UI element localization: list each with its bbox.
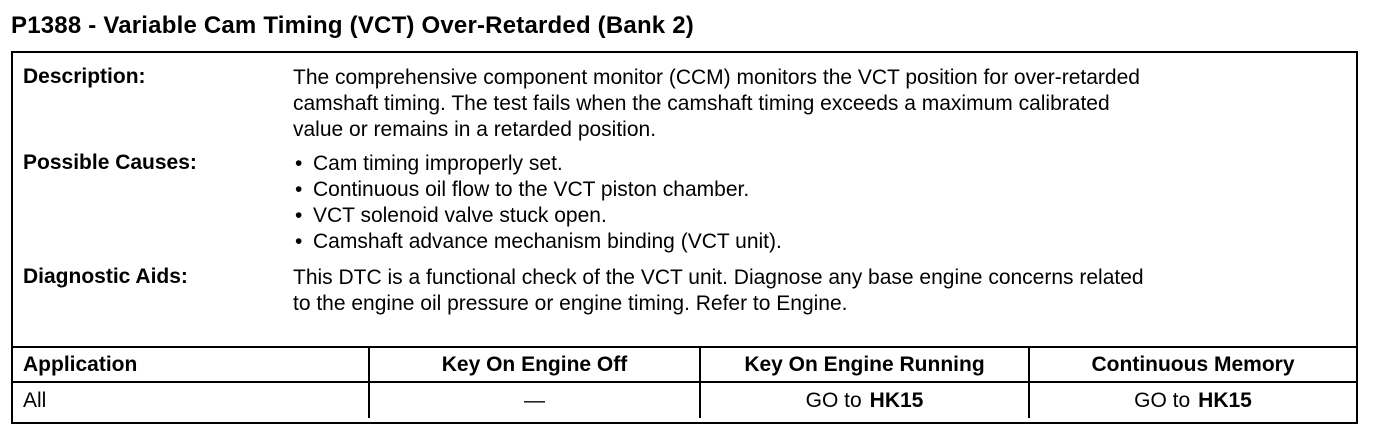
cell-koeo: — <box>369 382 700 418</box>
column-header-continuous-memory: Continuous Memory <box>1029 347 1356 382</box>
column-header-application: Application <box>13 347 369 382</box>
table-row <box>13 382 1356 418</box>
possible-causes-list <box>293 151 1343 255</box>
possible-causes-text <box>293 151 1343 255</box>
list-item: • Cam timing improperly set. <box>293 151 1343 177</box>
diagnostic-aids-line: to the engine oil pressure or engine timing. Refer to Engine. <box>293 292 848 315</box>
list-item: • Continuous oil flow to the VCT piston chamber. <box>293 177 1343 203</box>
possible-causes-label: Possible Causes: <box>23 151 197 174</box>
column-header-koeo: Key On Engine Off <box>369 347 700 382</box>
description-text <box>293 65 1343 143</box>
cm-pinpoint-link[interactable]: HK15 <box>1198 388 1252 412</box>
cell-koer <box>700 382 1029 418</box>
cell-application: All <box>13 382 369 418</box>
dtc-info-frame <box>11 51 1358 424</box>
list-item: • Camshaft advance mechanism binding (VCT unit). <box>293 229 1343 255</box>
description-line: value or remains in a retarded position. <box>293 118 657 141</box>
diagnostic-aids-text <box>293 265 1343 317</box>
koer-pinpoint-link[interactable]: HK15 <box>869 388 924 412</box>
diagnostic-aids-line: This DTC is a functional check of the VCT unit. Diagnose any base engine concerns related <box>293 266 1144 289</box>
page-title: P1388 - Variable Cam Timing (VCT) Over-Retarded (Bank 2) <box>11 12 694 39</box>
description-line: The comprehensive component monitor (CCM) monitors the VCT position for over-retarded <box>293 66 1140 89</box>
list-item: • VCT solenoid valve stuck open. <box>293 203 1343 229</box>
table-header-row <box>13 347 1356 382</box>
description-label: Description: <box>23 65 146 88</box>
application-table <box>13 346 1356 418</box>
dtc-info-section <box>13 53 1356 346</box>
description-line: camshaft timing. The test fails when the camshaft timing exceeds a maximum calibrated <box>293 92 1110 115</box>
cell-continuous-memory <box>1029 382 1356 418</box>
cm-go-to-text: GO to <box>1134 388 1191 412</box>
column-header-koer: Key On Engine Running <box>700 347 1029 382</box>
diagnostic-aids-label: Diagnostic Aids: <box>23 265 188 288</box>
koer-go-to-text: GO to <box>805 388 862 412</box>
